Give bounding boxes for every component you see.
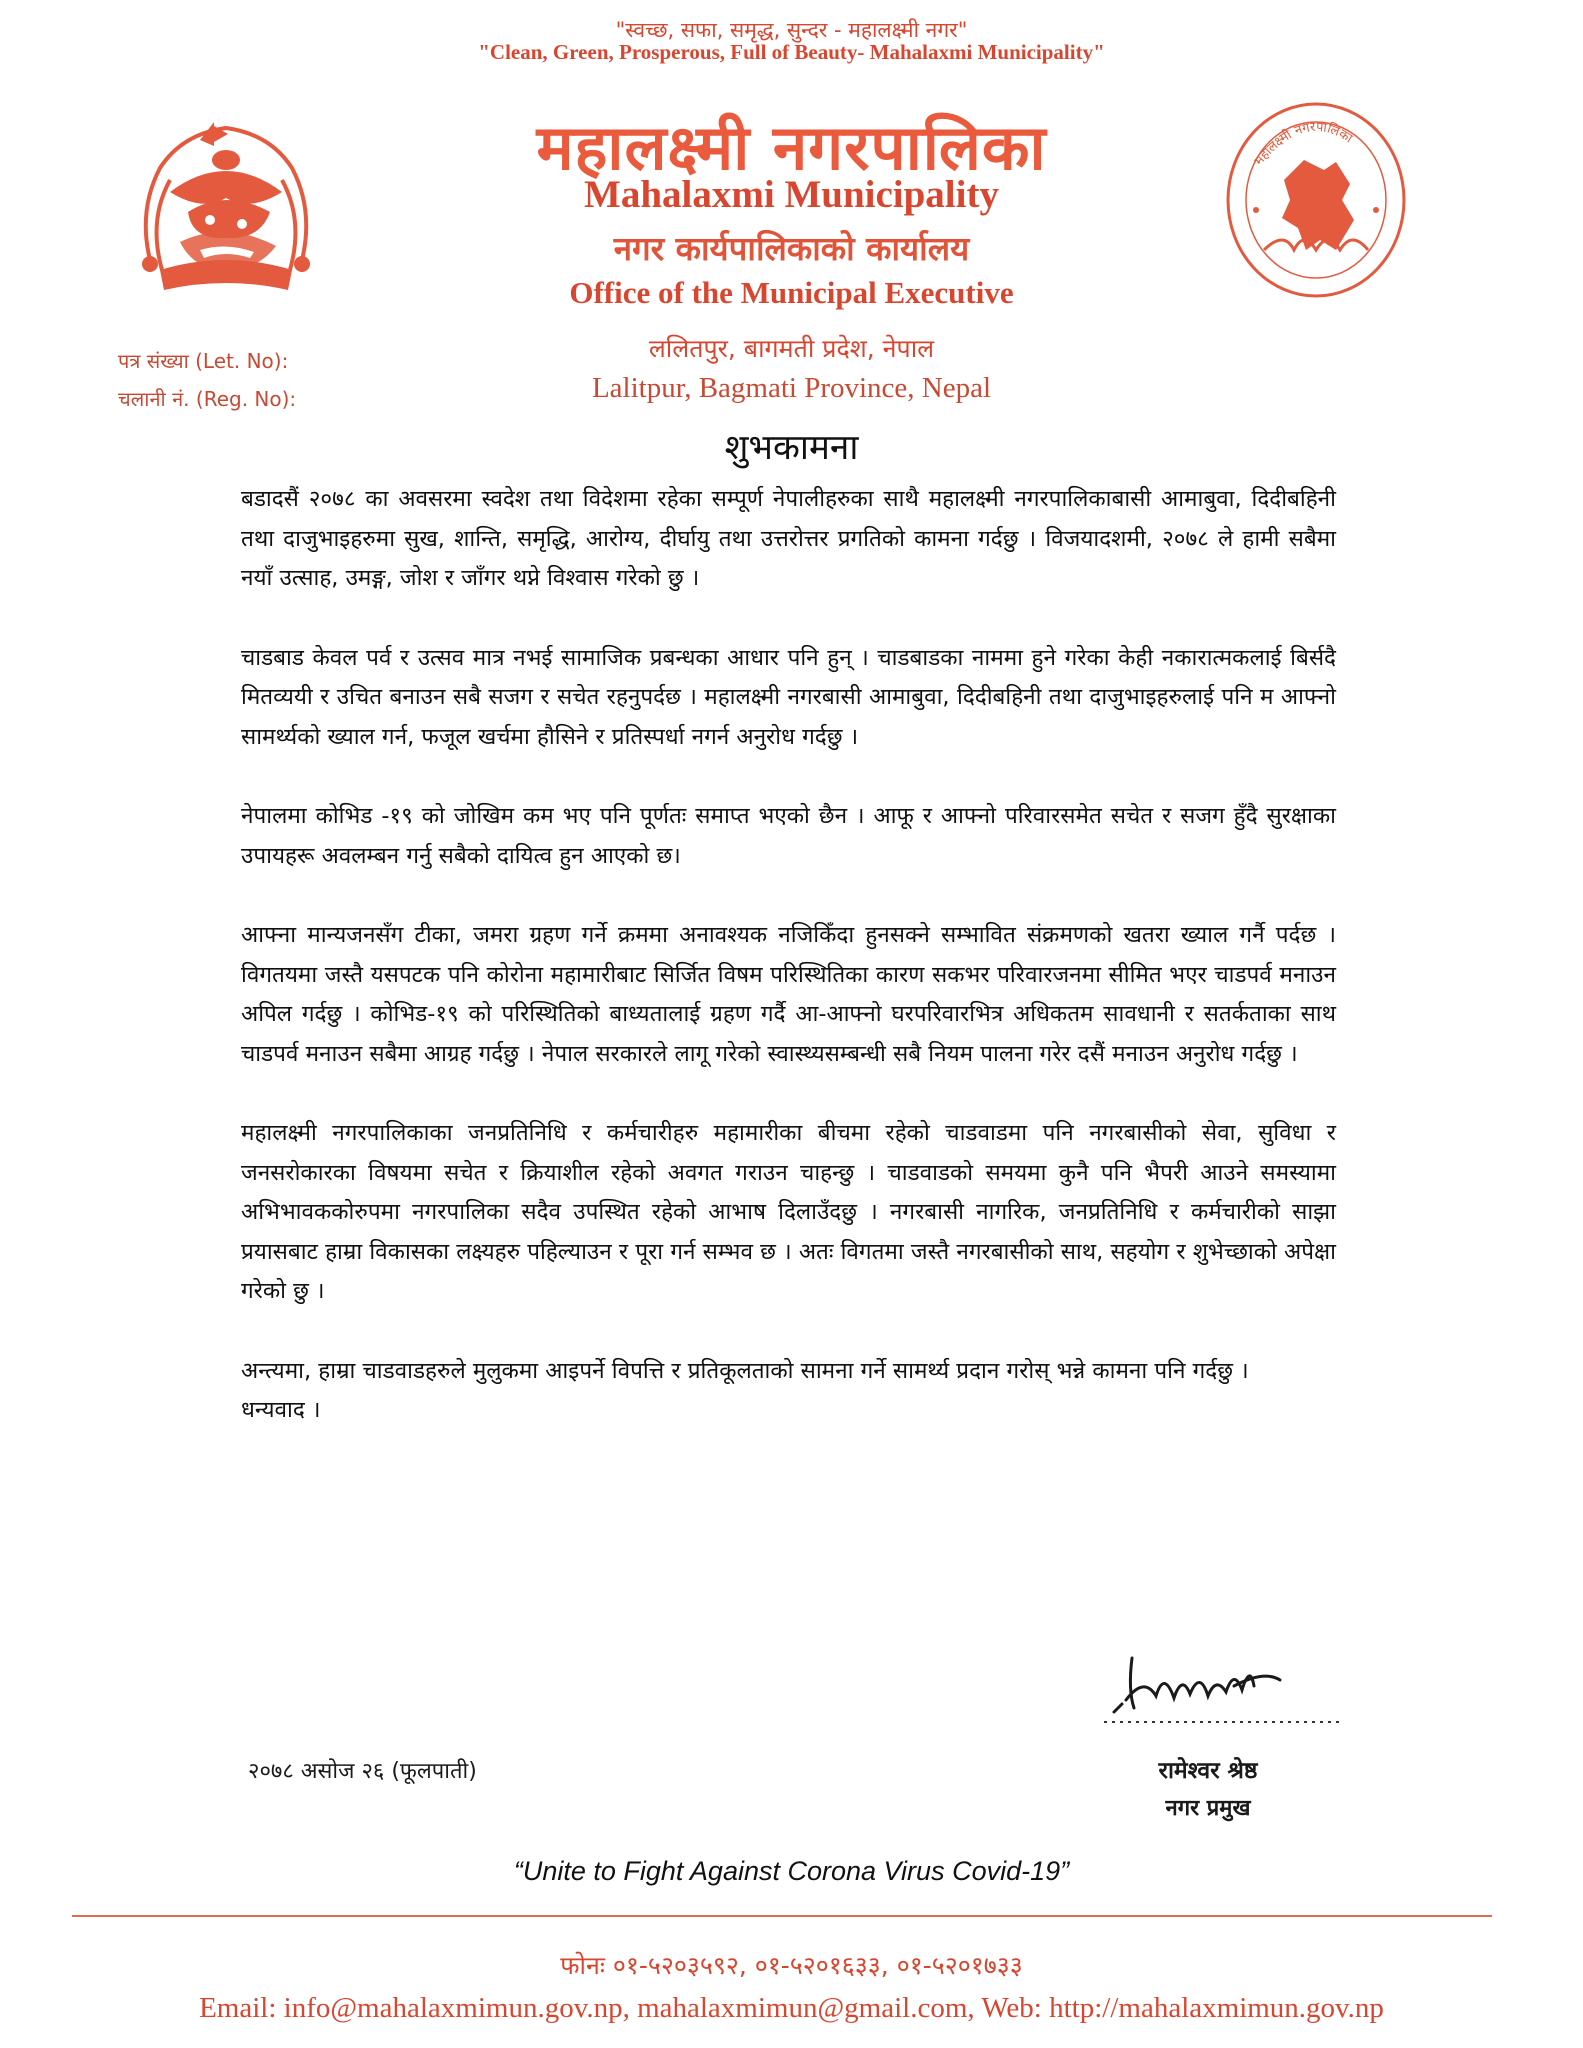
office-name-nepali: नगर कार्यपालिकाको कार्यालय — [613, 229, 970, 268]
web-label: , Web: — [967, 1992, 1050, 2024]
office-name-english: Office of the Municipal Executive — [569, 275, 1014, 310]
registration-number-label: चलानी नं. (Reg. No): — [118, 387, 297, 411]
letter-date: २०७८ असोज २६ (फूलपाती) — [248, 1759, 477, 1784]
paragraph-4: आफ्ना मान्यजनसँग टीका, जमरा ग्रहण गर्ने क्रममा अनावश्यक नजिकिँदा हुनसक्ने सम्भावित संक्रमणको खतरा ख्याल गर्नै पर्दछ । विगतयमा जस्तै यसपटक पनि कोरोना महामारीबाट सिर्जित विषम परिस्थितिका कारण सकभर परिवारजनमा सीमित भएर चाडपर्व मनाउन अपिल गर्दछु । कोभिड-१९ को परिस्थितिको बाध्यतालाई ग्रहण गर्दै आ-आफ्नो घरपरिवारभित्र अधिकतम सावधानी र सतर्कताका साथ चाडपर्व मनाउन सबैमा आग्रह गर्दछु । नेपाल सरकारले लागू गरेको स्वास्थ्यसम्बन्धी सबै नियम पालना गरेर दसैं मनाउन अनुरोध गर्दछु । — [241, 922, 1336, 1067]
covid-slogan: “Unite to Fight Against Corona Virus Covid-19” — [513, 1856, 1070, 1886]
signer-title: नगर प्रमुख — [1165, 1796, 1251, 1821]
paragraph-5: महालक्ष्मी नगरपालिकाका जनप्रतिनिधि र कर्मचारीहरु महामारीका बीचमा रहेको चाडवाडमा पनि नगरबासीको सेवा, सुविधा र जनसरोकारका विषयमा सचेत र क्रियाशील रहेको अवगत गराउन चाहन्छु । चाडवाडको समयमा कुनै पनि भैपरी आउने समस्यामा अभिभावककोरुपमा नगरपालिका सदैव उपस्थित रहेको आभाष दिलाउँदछु । नगरबासी नागरिक, जनप्रतिनिधि र कर्मचारीको साझा प्रयासबाट हाम्रा विकासका लक्ष्यहरु पहिल्याउन र पूरा गर्न सम्भव छ । अतः विगतमा जस्तै नगरबासीको साथ, सहयोग र शुभेच्छाको अपेक्षा गरेको छु । — [241, 1120, 1336, 1304]
email-label: Email: — [199, 1992, 284, 2024]
footer-divider — [72, 1915, 1492, 1917]
contact-line — [0, 1992, 1583, 2025]
paragraph-3: नेपालमा कोभिड -१९ को जोखिम कम भए पनि पूर्णतः समाप्त भएको छैन । आफू र आफ्नो परिवारसमेत सचेत र सजग हुँदै सुरक्षाका उपायहरू अवलम्बन गर्नु सबैको दायित्व हुन आएको छ। — [241, 803, 1336, 869]
letter-body — [241, 480, 1336, 1431]
municipality-name-nepali: महालक्ष्मी नगरपालिका — [536, 111, 1047, 184]
address-english: Lalitpur, Bagmati Province, Nepal — [591, 372, 992, 404]
letter-title: शुभकामना — [724, 428, 859, 468]
paragraph-2: चाडबाड केवल पर्व र उत्सव मात्र नभई सामाजिक प्रबन्धका आधार पनि हुन् । चाडबाडका नाममा हुने गरेका केही नकारात्मकलाई बिर्सदै मितव्ययी र उचित बनाउन सबै सजग र सचेत रहनुपर्दछ । महालक्ष्मी नगरबासी आमाबुवा, दिदीबहिनी तथा दाजुभाइहरुलाई पनि म आफ्नो सामर्थ्यको ख्याल गर्न, फजूल खर्चमा हौसिने र प्रतिस्पर्धा नगर्न अनुरोध गर्दछु । — [241, 644, 1336, 750]
seal-text: महालक्ष्मी नगरपालिका — [1251, 119, 1356, 169]
signature-icon — [1104, 1640, 1344, 1730]
slogan-english: "Clean, Green, Prosperous, Full of Beauty- Mahalaxmi Municipality" — [478, 40, 1105, 64]
paragraph-6: अन्त्यमा, हाम्रा चाडवाडहरुले मुलुकमा आइपर्ने विपत्ति र प्रतिकूलताको सामना गर्ने सामर्थ्य प्रदान गरोस् भन्ने कामना पनि गर्दछु । — [241, 1357, 1249, 1384]
email-link-info[interactable]: info@mahalaxmimun.gov.np — [283, 1992, 623, 2024]
slogan-nepali: "स्वच्छ, सफा, समृद्ध, सुन्दर - महालक्ष्मी नगर" — [615, 18, 968, 42]
email-link-gmail[interactable]: mahalaxmimun@gmail.com — [637, 1992, 968, 2024]
municipality-name-english: Mahalaxmi Municipality — [584, 173, 999, 216]
closing-thanks: धन्यवाद । — [241, 1397, 321, 1423]
phone-numbers: फोनः ०१-५२०३५९२, ०१-५२०१६३३, ०१-५२०१७३३ — [560, 1951, 1023, 1980]
website-link[interactable]: http://mahalaxmimun.gov.np — [1049, 1992, 1384, 2024]
paragraph-1: बडादसैं २०७८ का अवसरमा स्वदेश तथा विदेशमा रहेका सम्पूर्ण नेपालीहरुका साथै महालक्ष्मी नगरपालिकाबासी आमाबुवा, दिदीबहिनी तथा दाजुभाइहरुमा सुख, शान्ति, समृद्धि, आरोग्य, दीर्घायु तथा उत्तरोत्तर प्रगतिको कामना गर्दछु । विजयादशमी, २०७८ ले हामी सबैमा नयाँ उत्साह, उमङ्ग, जोश र जाँगर थप्ने विश्वास गरेको छु । — [241, 486, 1336, 591]
address-nepali: ललितपुर, बागमती प्रदेश, नेपाल — [648, 334, 935, 363]
signer-name: रामेश्वर श्रेष्ठ — [1158, 1758, 1258, 1784]
letter-number-label: पत्र संख्या (Let. No): — [118, 349, 289, 373]
contact-separator: , — [622, 1992, 638, 2024]
